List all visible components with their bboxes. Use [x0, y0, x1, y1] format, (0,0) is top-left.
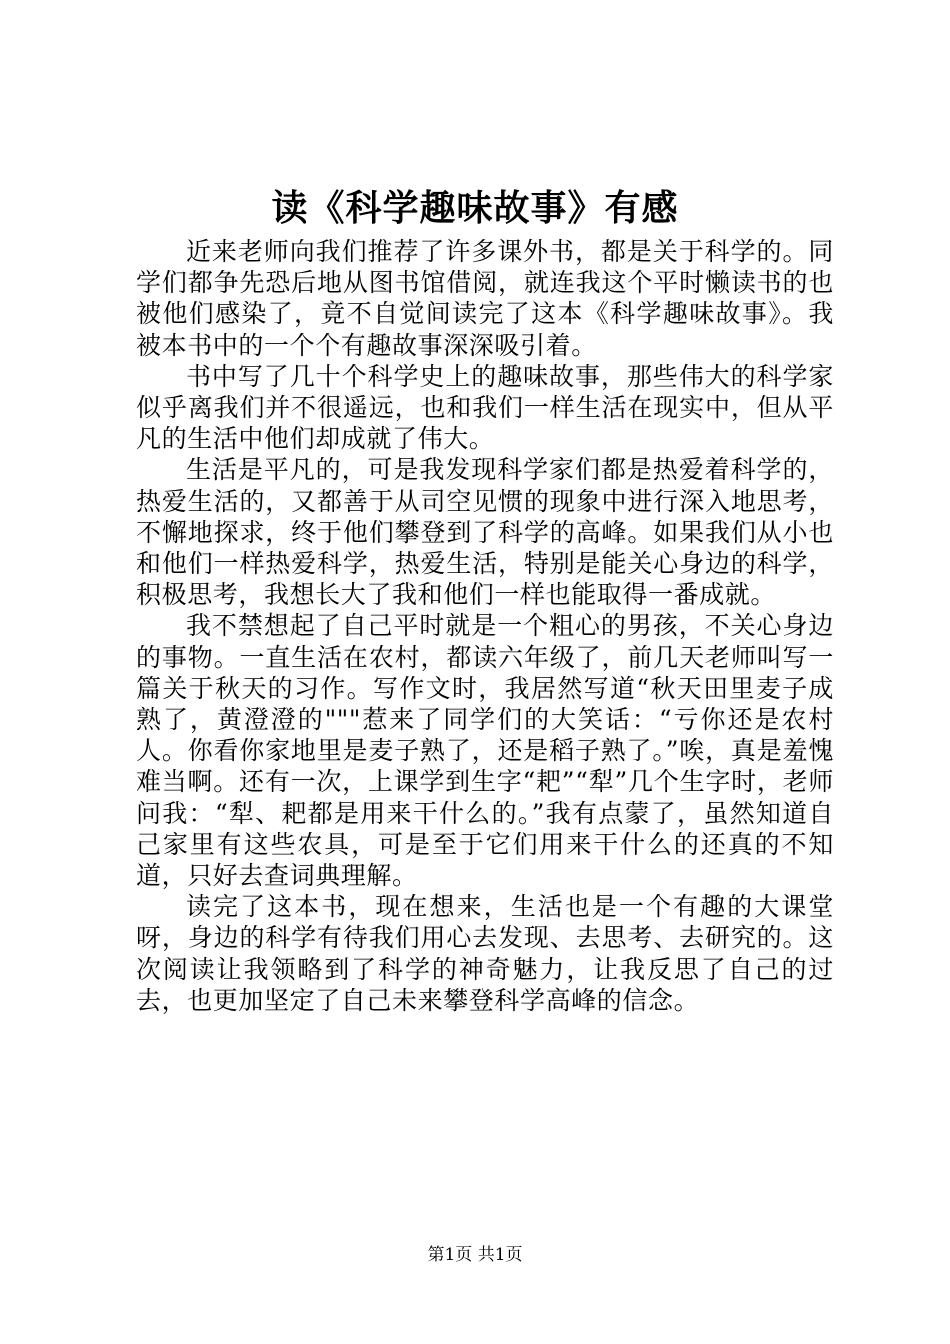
document-body: [136, 236, 834, 1016]
page-footer: 第1页 共1页: [427, 1245, 523, 1265]
document-title: 读《科学趣味故事》有感: [271, 187, 679, 229]
paragraph-5: 读完了这本书，现在想来，生活也是一个有趣的大课堂呀，身边的科学有待我们用心去发现、去思考、去研究的。这次阅读让我领略到了科学的神奇魅力，让我反思了自己的过去，也更加坚定了自己未来攀登科学高峰的信念。: [136, 892, 834, 1015]
paragraph-2: 书中写了几十个科学史上的趣味故事，那些伟大的科学家似乎离我们并不很遥远，也和我们一样生活在现实中，但从平凡的生活中他们却成就了伟大。: [136, 361, 834, 454]
paragraph-3: 生活是平凡的，可是我发现科学家们都是热爱着科学的，热爱生活的，又都善于从司空见惯的现象中进行深入地思考，不懈地探求，终于他们攀登到了科学的高峰。如果我们从小也和他们一样热爱科学，热爱生活，特别是能关心身边的科学，积极思考，我想长大了我和他们一样也能取得一番成就。: [136, 455, 834, 610]
paragraph-1: 近来老师向我们推荐了许多课外书，都是关于科学的。同学们都争先恐后地从图书馆借阅，就连我这个平时懒读书的也被他们感染了，竟不自觉间读完了这本《科学趣味故事》。我被本书中的一个个有趣故事深深吸引着。: [136, 237, 834, 360]
paragraph-4: 我不禁想起了自己平时就是一个粗心的男孩，不关心身边的事物。一直生活在农村，都读六年级了，前几天老师叫写一篇关于秋天的习作。写作文时，我居然写道“秋天田里麦子成熟了，黄澄澄的"""惹来了同学们的大笑话：“亏你还是农村人。你看你家地里是麦子熟了，还是稻子熟了。”唉，真是羞愧难当啊。还有一次，上课学到生字“耙”“犁”几个生字时，老师问我：“犁、耙都是用来干什么的。”我有点蒙了，虽然知道自己家里有这些农具，可是至于它们用来干什么的还真的不知道，只好去查词典理解。: [136, 611, 834, 891]
